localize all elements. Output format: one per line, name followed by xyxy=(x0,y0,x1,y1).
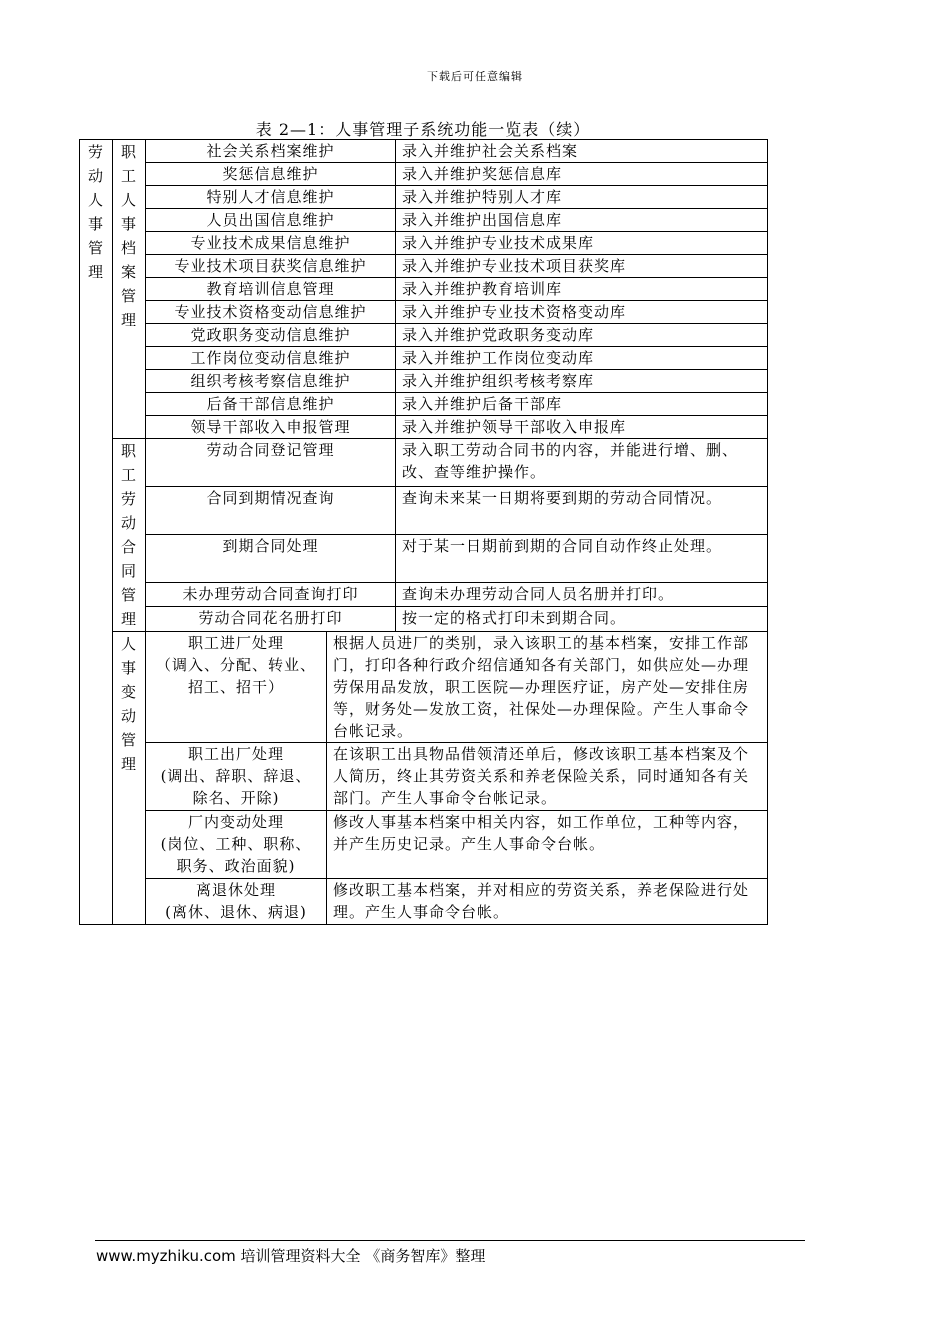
footer-text: 培训管理资料大全 《商务智库》整理 xyxy=(235,1247,486,1265)
function-name: 工作岗位变动信息维护 xyxy=(146,347,396,370)
function-desc: 录入并维护教育培训库 xyxy=(396,278,768,301)
function-name: 专业技术成果信息维护 xyxy=(146,232,396,255)
footer-rule xyxy=(95,1240,805,1241)
function-name: 专业技术项目获奖信息维护 xyxy=(146,255,396,278)
function-desc: 对于某一日期前到期的合同自动作终止处理。 xyxy=(396,534,768,582)
function-name: 党政职务变动信息维护 xyxy=(146,324,396,347)
function-desc: 录入并维护党政职务变动库 xyxy=(396,324,768,347)
function-desc: 录入并维护领导干部收入申报库 xyxy=(396,416,768,439)
function-name: 劳动合同登记管理 xyxy=(146,439,396,487)
function-desc: 录入并维护专业技术项目获奖库 xyxy=(396,255,768,278)
function-desc: 录入并维护专业技术成果库 xyxy=(396,232,768,255)
function-desc: 修改职工基本档案，并对相应的劳资关系，养老保险进行处理。产生人事命令台帐。 xyxy=(327,879,768,925)
function-name: 奖惩信息维护 xyxy=(146,163,396,186)
footer xyxy=(96,1245,485,1266)
group-label-archive: 职 工 人 事 档 案 管 理 xyxy=(113,140,146,439)
function-desc: 录入并维护特别人才库 xyxy=(396,186,768,209)
function-name: 领导干部收入申报管理 xyxy=(146,416,396,439)
function-name: 特别人才信息维护 xyxy=(146,186,396,209)
function-name: 人员出国信息维护 xyxy=(146,209,396,232)
function-desc: 查询未办理劳动合同人员名册并打印。 xyxy=(396,582,768,607)
function-desc: 录入职工劳动合同书的内容，并能进行增、删、改、查等维护操作。 xyxy=(396,439,768,487)
function-name: 未办理劳动合同查询打印 xyxy=(146,582,396,607)
function-desc: 修改人事基本档案中相关内容，如工作单位，工种等内容，并产生历史记录。产生人事命令台帐。 xyxy=(327,811,768,879)
group-label-contract: 职 工 劳 动 合 同 管 理 xyxy=(113,439,146,632)
function-name: 离退休处理 (离休、退休、病退) xyxy=(146,879,327,925)
function-desc: 查询未来某一日期将要到期的劳动合同情况。 xyxy=(396,486,768,534)
function-desc: 录入并维护工作岗位变动库 xyxy=(396,347,768,370)
function-name: 专业技术资格变动信息维护 xyxy=(146,301,396,324)
function-desc: 在该职工出具物品借领清还单后，修改该职工基本档案及个人简历，终止其劳资关系和养老保险关系，同时通知各有关部门。产生人事命令台帐记录。 xyxy=(327,743,768,811)
function-name: 教育培训信息管理 xyxy=(146,278,396,301)
function-name: 后备干部信息维护 xyxy=(146,393,396,416)
header-note: 下载后可任意编辑 xyxy=(427,70,523,83)
function-name: 劳动合同花名册打印 xyxy=(146,607,396,632)
function-name: 合同到期情况查询 xyxy=(146,486,396,534)
function-name: 职工进厂处理 （调入、分配、转业、 招工、招干） xyxy=(146,632,327,743)
function-desc: 录入并维护奖惩信息库 xyxy=(396,163,768,186)
function-name: 组织考核考察信息维护 xyxy=(146,370,396,393)
function-name: 到期合同处理 xyxy=(146,534,396,582)
system-label: 劳 动 人 事 管 理 xyxy=(80,140,113,925)
function-desc: 根据人员进厂的类别，录入该职工的基本档案，安排工作部门，打印各种行政介绍信通知各有关部门，如供应处—办理劳保用品发放，职工医院—办理医疗证，房产处—安排住房等，财务处—发放工资，社保处—办理保险。产生人事命令台帐记录。 xyxy=(327,632,768,743)
function-name: 社会关系档案维护 xyxy=(146,140,396,163)
group-label-change: 人 事 变 动 管 理 xyxy=(113,632,146,925)
function-name: 厂内变动处理 (岗位、工种、职称、 职务、政治面貌) xyxy=(146,811,327,879)
function-desc: 录入并维护专业技术资格变动库 xyxy=(396,301,768,324)
function-desc: 录入并维护社会关系档案 xyxy=(396,140,768,163)
function-desc: 录入并维护出国信息库 xyxy=(396,209,768,232)
function-table xyxy=(79,139,768,925)
table-caption: 表 2—1：人事管理子系统功能一览表（续） xyxy=(255,120,591,139)
function-name: 职工出厂处理 (调出、辞职、辞退、 除名、开除) xyxy=(146,743,327,811)
function-desc: 录入并维护组织考核考察库 xyxy=(396,370,768,393)
footer-site[interactable]: www.myzhiku.com xyxy=(96,1247,236,1265)
function-desc: 按一定的格式打印未到期合同。 xyxy=(396,607,768,632)
function-desc: 录入并维护后备干部库 xyxy=(396,393,768,416)
